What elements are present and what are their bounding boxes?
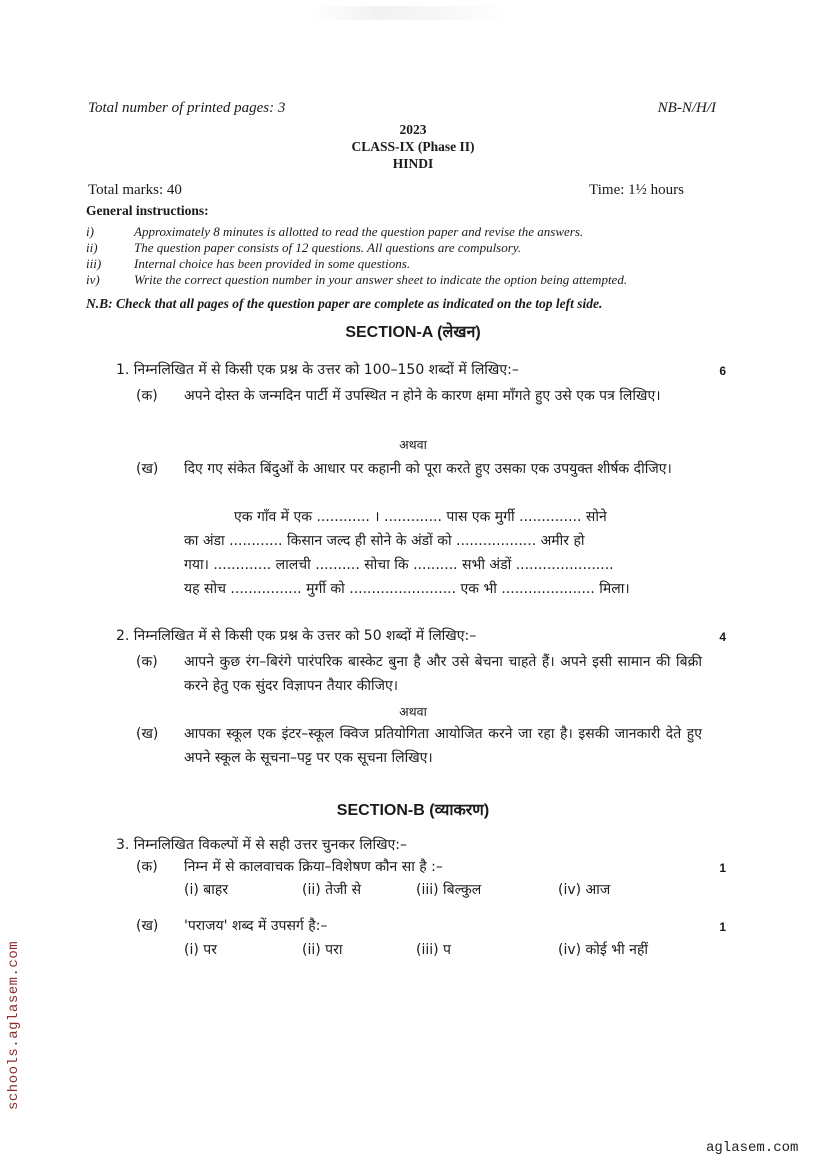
exam-year: 2023 — [399, 122, 427, 137]
printed-pages: Total number of printed pages: 3 — [88, 100, 286, 116]
instruction-number: ii) — [86, 240, 98, 255]
instruction-number: iv) — [86, 272, 100, 287]
bleed-through-smudge — [310, 6, 510, 20]
instructions-list — [86, 224, 736, 288]
question-2 — [116, 626, 726, 645]
answer-option: (ii) तेजी से — [302, 882, 362, 898]
time-allowed: Time: 1½ hours — [589, 182, 684, 198]
instruction-number: i) — [86, 224, 94, 239]
instruction-item — [86, 272, 736, 288]
question-2-text: 2. निम्नलिखित में से किसी एक प्रश्न के उत्तर को 50 शब्दों में लिखिए:– — [116, 628, 477, 644]
instruction-text: Write the correct question number in your answer sheet to indicate the option being attempted. — [134, 272, 628, 287]
question-2b — [136, 722, 702, 770]
instruction-text: Approximately 8 minutes is allotted to read the question paper and revise the answers. — [134, 224, 584, 239]
instruction-item — [86, 240, 736, 256]
question-3 — [116, 835, 726, 854]
nb-note: N.B: Check that all pages of the question paper are complete as indicated on the top left side. — [86, 296, 603, 311]
question-2a — [136, 650, 702, 698]
exam-class: CLASS-IX (Phase II) — [351, 139, 475, 154]
paper-code: NB-N/H/I — [657, 100, 716, 116]
question-3b-options — [184, 940, 724, 959]
instruction-item — [86, 256, 736, 272]
paper-title-block — [0, 121, 826, 172]
question-3b — [136, 916, 726, 935]
answer-option: (iii) प — [416, 942, 451, 958]
option-label: (क) — [136, 654, 158, 670]
answer-option: (ii) परा — [302, 942, 343, 958]
question-3a-marks: 1 — [719, 861, 726, 875]
header-top-row — [88, 100, 716, 117]
section-a-title: SECTION-A (लेखन) — [345, 324, 481, 341]
answer-option: (iii) बिल्कुल — [416, 882, 482, 898]
story-line: का अंडा ............ किसान जल्द ही सोने के अंडों को .................. अमीर हो — [184, 533, 585, 549]
instruction-item — [86, 224, 736, 240]
question-3a-text: निम्न में से कालवाचक क्रिया–विशेषण कौन सा है :– — [184, 859, 443, 875]
question-1-marks: 6 — [719, 364, 726, 378]
story-line: यह सोच ................ मुर्गी को ........................ एक भी ..................... मिला। — [184, 581, 630, 597]
question-3b-stem — [136, 916, 327, 935]
instruction-number: iii) — [86, 256, 102, 271]
question-3a-options — [184, 880, 724, 899]
total-marks: Total marks: 40 — [88, 182, 182, 198]
story-line: गया। ............. लालची .......... सोचा कि .......... सभी अंडों ...................... — [184, 557, 614, 573]
answer-option: (iv) आज — [558, 882, 611, 898]
option-label: (क) — [136, 859, 158, 875]
option-label: (ख) — [136, 461, 159, 477]
question-3-text: 3. निम्नलिखित विकल्पों में से सही उत्तर चुनकर लिखिए:– — [116, 837, 407, 853]
side-watermark: schools.aglasem.com — [6, 940, 22, 1110]
question-1a — [136, 384, 702, 408]
option-label: (ख) — [136, 726, 159, 742]
question-1b — [136, 457, 702, 481]
answer-option: (i) बाहर — [184, 882, 229, 898]
or-divider: अथवा — [399, 704, 427, 719]
question-3b-marks: 1 — [719, 920, 726, 934]
marks-time-row — [88, 182, 684, 199]
instruction-text: The question paper consists of 12 questions. All questions are compulsory. — [134, 240, 522, 255]
answer-option: (i) पर — [184, 942, 217, 958]
question-1-text: 1. निम्नलिखित में से किसी एक प्रश्न के उत्तर को 100–150 शब्दों में लिखिए:– — [116, 362, 519, 378]
option-label: (क) — [136, 388, 158, 404]
story-outline — [184, 505, 698, 601]
question-1 — [116, 360, 726, 379]
question-3a-stem — [136, 857, 443, 876]
question-2-marks: 4 — [719, 630, 726, 644]
question-1a-text: अपने दोस्त के जन्मदिन पार्टी में उपस्थित न होने के कारण क्षमा माँगते हुए उसे एक पत्र लिखिए। — [184, 388, 661, 404]
question-1b-text: दिए गए संकेत बिंदुओं के आधार पर कहानी को पूरा करते हुए उसका एक उपयुक्त शीर्षक दीजिए। — [184, 461, 672, 477]
instructions-title: General instructions: — [86, 203, 209, 218]
question-2b-text: आपका स्कूल एक इंटर–स्कूल क्विज प्रतियोगिता आयोजित करने जा रहा है। इसकी जानकारी देते हुए अपने स्कूल के सूचना–पट्ट पर एक सूचना लिखिए। — [184, 726, 702, 766]
answer-option: (iv) कोई भी नहीं — [558, 942, 648, 958]
option-label: (ख) — [136, 918, 159, 934]
or-divider: अथवा — [399, 437, 427, 452]
instruction-text: Internal choice has been provided in some questions. — [134, 256, 411, 271]
section-b-title: SECTION-B (व्याकरण) — [336, 802, 490, 819]
exam-subject: HINDI — [392, 156, 434, 171]
question-3b-text: 'पराजय' शब्द में उपसर्ग है:– — [184, 918, 328, 934]
story-line: एक गाँव में एक ............ । ............. पास एक मुर्गी .............. सोने — [234, 509, 607, 525]
question-3a — [136, 857, 726, 876]
bottom-watermark: aglasem.com — [706, 1140, 799, 1156]
question-2a-text: आपने कुछ रंग–बिरंगे पारंपरिक बास्केट बुना है और उसे बेचना चाहते हैं। अपने इसी सामान की बिक्री करने हेतु एक सुंदर विज्ञापन तैयार कीजिए। — [184, 654, 702, 694]
